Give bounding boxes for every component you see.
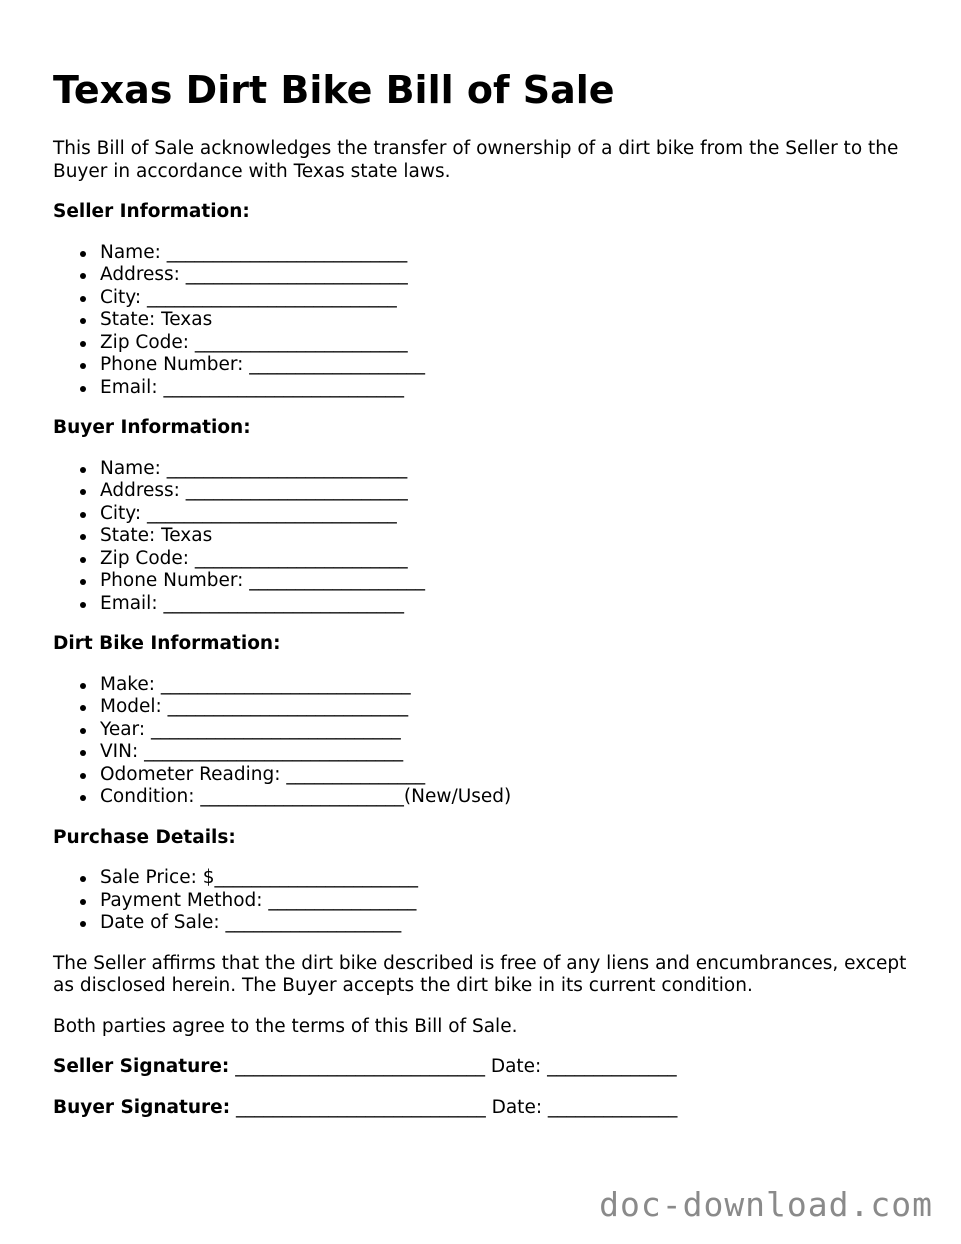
bike-condition-field: Condition: ______________________(New/Used): [100, 786, 913, 809]
affirmation-paragraph: The Seller affirms that the dirt bike described is free of any liens and encumbrances, except as disclosed herein. The Buyer accepts the dirt bike in its current condition.: [53, 952, 907, 996]
seller-zip-field: Zip Code: _______________________: [100, 332, 913, 355]
bike-list: [53, 674, 913, 809]
seller-signature-label: Seller Signature:: [53, 1056, 230, 1077]
seller-city-field: City: ___________________________: [100, 287, 913, 310]
agreement-paragraph: Both parties agree to the terms of this Bill of Sale.: [53, 1015, 518, 1037]
buyer-zip-field: Zip Code: _______________________: [100, 548, 913, 571]
buyer-address-field: Address: ________________________: [100, 480, 913, 503]
sale-price-field: Sale Price: $______________________: [100, 867, 913, 890]
buyer-email-field: Email: __________________________: [100, 593, 913, 616]
buyer-list: [53, 458, 913, 616]
buyer-signature-blank: ___________________________ Date: ______________: [230, 1097, 678, 1118]
watermark-text: doc-download.com: [599, 1185, 933, 1224]
bike-model-field: Model: __________________________: [100, 696, 913, 719]
buyer-signature-line: [53, 1097, 913, 1120]
seller-heading: Seller Information:: [53, 201, 250, 222]
bike-make-field: Make: ___________________________: [100, 674, 913, 697]
seller-state-field: State: Texas: [100, 309, 913, 332]
buyer-city-field: City: ___________________________: [100, 503, 913, 526]
payment-method-field: Payment Method: ________________: [100, 890, 913, 913]
purchase-list: [53, 867, 913, 935]
document-body: [53, 68, 913, 1138]
buyer-heading: Buyer Information:: [53, 417, 251, 438]
seller-signature-blank: ___________________________ Date: ______________: [229, 1056, 677, 1077]
purchase-heading: Purchase Details:: [53, 826, 236, 848]
intro-paragraph: This Bill of Sale acknowledges the transfer of ownership of a dirt bike from the Seller to the Buyer in accordance with Texas state laws.: [53, 138, 899, 182]
bike-year-field: Year: ___________________________: [100, 719, 913, 742]
bike-heading: Dirt Bike Information:: [53, 633, 281, 654]
seller-signature-line: [53, 1056, 913, 1079]
seller-phone-field: Phone Number: ___________________: [100, 354, 913, 377]
seller-list: [53, 242, 913, 400]
seller-email-field: Email: __________________________: [100, 377, 913, 400]
buyer-name-field: Name: __________________________: [100, 458, 913, 481]
date-of-sale-field: Date of Sale: ___________________: [100, 912, 913, 935]
buyer-phone-field: Phone Number: ___________________: [100, 570, 913, 593]
bike-vin-field: VIN: ____________________________: [100, 741, 913, 764]
buyer-state-field: State: Texas: [100, 525, 913, 548]
bike-odometer-field: Odometer Reading: _______________: [100, 764, 913, 787]
buyer-signature-label: Buyer Signature:: [53, 1097, 231, 1118]
seller-name-field: Name: __________________________: [100, 242, 913, 265]
seller-address-field: Address: ________________________: [100, 264, 913, 287]
document-title: Texas Dirt Bike Bill of Sale: [53, 68, 615, 112]
